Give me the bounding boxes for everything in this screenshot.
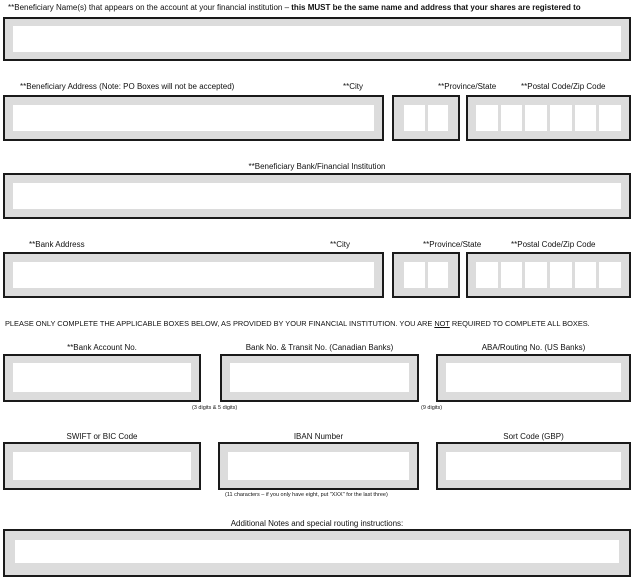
aba-routing-note: (9 digits)	[421, 405, 443, 411]
beneficiary-province-char-1[interactable]	[404, 105, 425, 131]
beneficiary-name-box[interactable]	[3, 17, 631, 61]
additional-notes-input[interactable]	[15, 540, 619, 563]
sort-code-box[interactable]	[436, 442, 631, 490]
bank-city-label: **City	[330, 240, 351, 249]
bank-province-char-1[interactable]	[404, 262, 425, 288]
aba-routing-label: ABA/Routing No. (US Banks)	[481, 343, 586, 352]
bank-province-box[interactable]	[392, 252, 460, 298]
bank-postal-char-6[interactable]	[599, 262, 621, 288]
transit-number-input[interactable]	[230, 363, 409, 392]
sort-code-input[interactable]	[446, 452, 621, 480]
transit-number-label: Bank No. & Transit No. (Canadian Banks)	[245, 343, 394, 352]
aba-routing-box[interactable]	[436, 354, 631, 402]
beneficiary-postal-char-1[interactable]	[476, 105, 498, 131]
sort-code-label: Sort Code (GBP)	[503, 432, 564, 441]
beneficiary-postal-char-5[interactable]	[575, 105, 597, 131]
beneficiary-postal-char-4[interactable]	[550, 105, 572, 131]
beneficiary-address-input[interactable]	[13, 105, 374, 131]
bank-address-input[interactable]	[13, 262, 374, 288]
beneficiary-address-box[interactable]	[3, 95, 384, 141]
additional-notes-box[interactable]	[3, 529, 631, 577]
bank-postal-char-5[interactable]	[575, 262, 597, 288]
bank-postal-char-1[interactable]	[476, 262, 498, 288]
iban-box[interactable]	[218, 442, 419, 490]
instructions-part1: PLEASE ONLY COMPLETE THE APPLICABLE BOXES BELOW, AS PROVIDED BY YOUR FINANCIAL INSTITUTION. YOU ARE	[5, 319, 435, 328]
swift-bic-box[interactable]	[3, 442, 201, 490]
bank-province-char-2[interactable]	[428, 262, 449, 288]
bank-postal-char-4[interactable]	[550, 262, 572, 288]
swift-bic-label: SWIFT or BIC Code	[66, 432, 138, 441]
instructions-not: NOT	[434, 319, 450, 328]
account-number-label: **Bank Account No.	[67, 343, 137, 352]
bank-postal-box[interactable]	[466, 252, 631, 298]
beneficiary-bank-input[interactable]	[13, 183, 621, 209]
additional-notes-label: Additional Notes and special routing instructions:	[230, 519, 404, 528]
beneficiary-postal-char-6[interactable]	[599, 105, 621, 131]
transit-number-box[interactable]	[220, 354, 419, 402]
beneficiary-province-box[interactable]	[392, 95, 460, 141]
beneficiary-name-label	[8, 3, 581, 13]
transit-number-note: (3 digits & 5 digits)	[192, 405, 238, 411]
beneficiary-bank-label: **Beneficiary Bank/Financial Institution	[248, 162, 386, 171]
bank-address-label: **Bank Address	[29, 240, 85, 249]
aba-routing-input[interactable]	[446, 363, 621, 392]
beneficiary-postal-char-2[interactable]	[501, 105, 523, 131]
iban-input[interactable]	[228, 452, 409, 480]
instructions-part2: REQUIRED TO COMPLETE ALL BOXES.	[449, 319, 590, 328]
beneficiary-province-label: **Province/State	[438, 82, 497, 91]
beneficiary-province-char-2[interactable]	[428, 105, 449, 131]
beneficiary-bank-box[interactable]	[3, 173, 631, 219]
beneficiary-city-label: **City	[343, 82, 364, 91]
beneficiary-postal-label: **Postal Code/Zip Code	[521, 82, 606, 91]
iban-note: (11 characters – if you only have eight, put "XXX" for the last three)	[225, 492, 388, 498]
beneficiary-name-input[interactable]	[13, 26, 621, 52]
beneficiary-postal-char-3[interactable]	[525, 105, 547, 131]
iban-label: IBAN Number	[293, 432, 344, 441]
instructions-text	[5, 319, 590, 329]
bank-address-box[interactable]	[3, 252, 384, 298]
account-number-input[interactable]	[13, 363, 191, 392]
bank-postal-char-3[interactable]	[525, 262, 547, 288]
beneficiary-name-label-prefix: **Beneficiary Name(s) that appears on the account at your financial institution –	[8, 3, 292, 12]
swift-bic-input[interactable]	[13, 452, 191, 480]
account-number-box[interactable]	[3, 354, 201, 402]
bank-postal-char-2[interactable]	[501, 262, 523, 288]
beneficiary-postal-box[interactable]	[466, 95, 631, 141]
bank-postal-label: **Postal Code/Zip Code	[511, 240, 596, 249]
beneficiary-name-label-bold: this MUST be the same name and address that your shares are registered to	[291, 3, 581, 12]
bank-province-label: **Province/State	[423, 240, 482, 249]
beneficiary-address-label: **Beneficiary Address (Note: PO Boxes will not be accepted)	[20, 82, 235, 91]
